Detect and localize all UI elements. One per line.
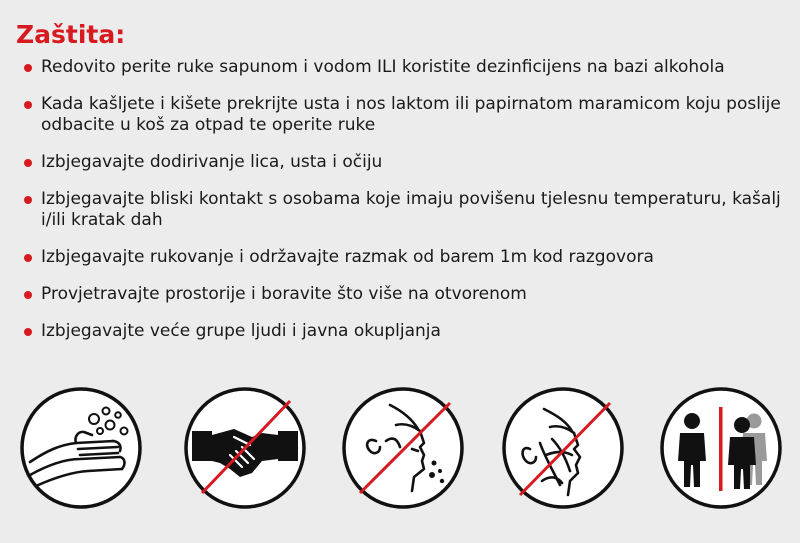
list-item-text: Kada kašljete i kišete prekrijte usta i nos laktom ili papirnatom maramicom koju poslije odbacite u koš za otpad te operite ruke (41, 94, 781, 135)
bullet-dot-icon (24, 101, 32, 109)
hand-washing-icon (18, 385, 144, 511)
page-title: Zaštita: (16, 20, 126, 49)
list-item (22, 152, 792, 173)
keep-distance-icon (658, 385, 784, 511)
list-item-text: Izbjegavajte veće grupe ljudi i javna okupljanja (41, 321, 441, 341)
list-item (22, 284, 792, 305)
bullet-dot-icon (24, 254, 32, 262)
list-item-text: Izbjegavajte dodirivanje lica, usta i očiju (41, 152, 383, 172)
protection-list (22, 57, 792, 358)
list-item (22, 247, 792, 268)
bullet-dot-icon (24, 196, 32, 204)
no-face-touching-icon (500, 385, 626, 511)
bullet-dot-icon (24, 159, 32, 167)
list-item-text: Redovito perite ruke sapunom i vodom ILI koristite dezinficijens na bazi alkohola (41, 57, 725, 77)
list-item-text: Provjetravajte prostorije i boravite što više na otvorenom (41, 284, 527, 304)
bullet-dot-icon (24, 291, 32, 299)
bullet-dot-icon (24, 64, 32, 72)
list-item (22, 94, 792, 136)
pictogram-row (0, 385, 800, 543)
list-item (22, 57, 792, 78)
list-item-text: Izbjegavajte bliski kontakt s osobama koje imaju povišenu tjelesnu temperaturu, kašalj i/ili kratak dah (41, 189, 781, 230)
list-item (22, 189, 792, 231)
no-coughing-icon (340, 385, 466, 511)
no-handshake-icon (182, 385, 308, 511)
bullet-dot-icon (24, 328, 32, 336)
list-item-text: Izbjegavajte rukovanje i održavajte razmak od barem 1m kod razgovora (41, 247, 654, 267)
list-item (22, 321, 792, 342)
